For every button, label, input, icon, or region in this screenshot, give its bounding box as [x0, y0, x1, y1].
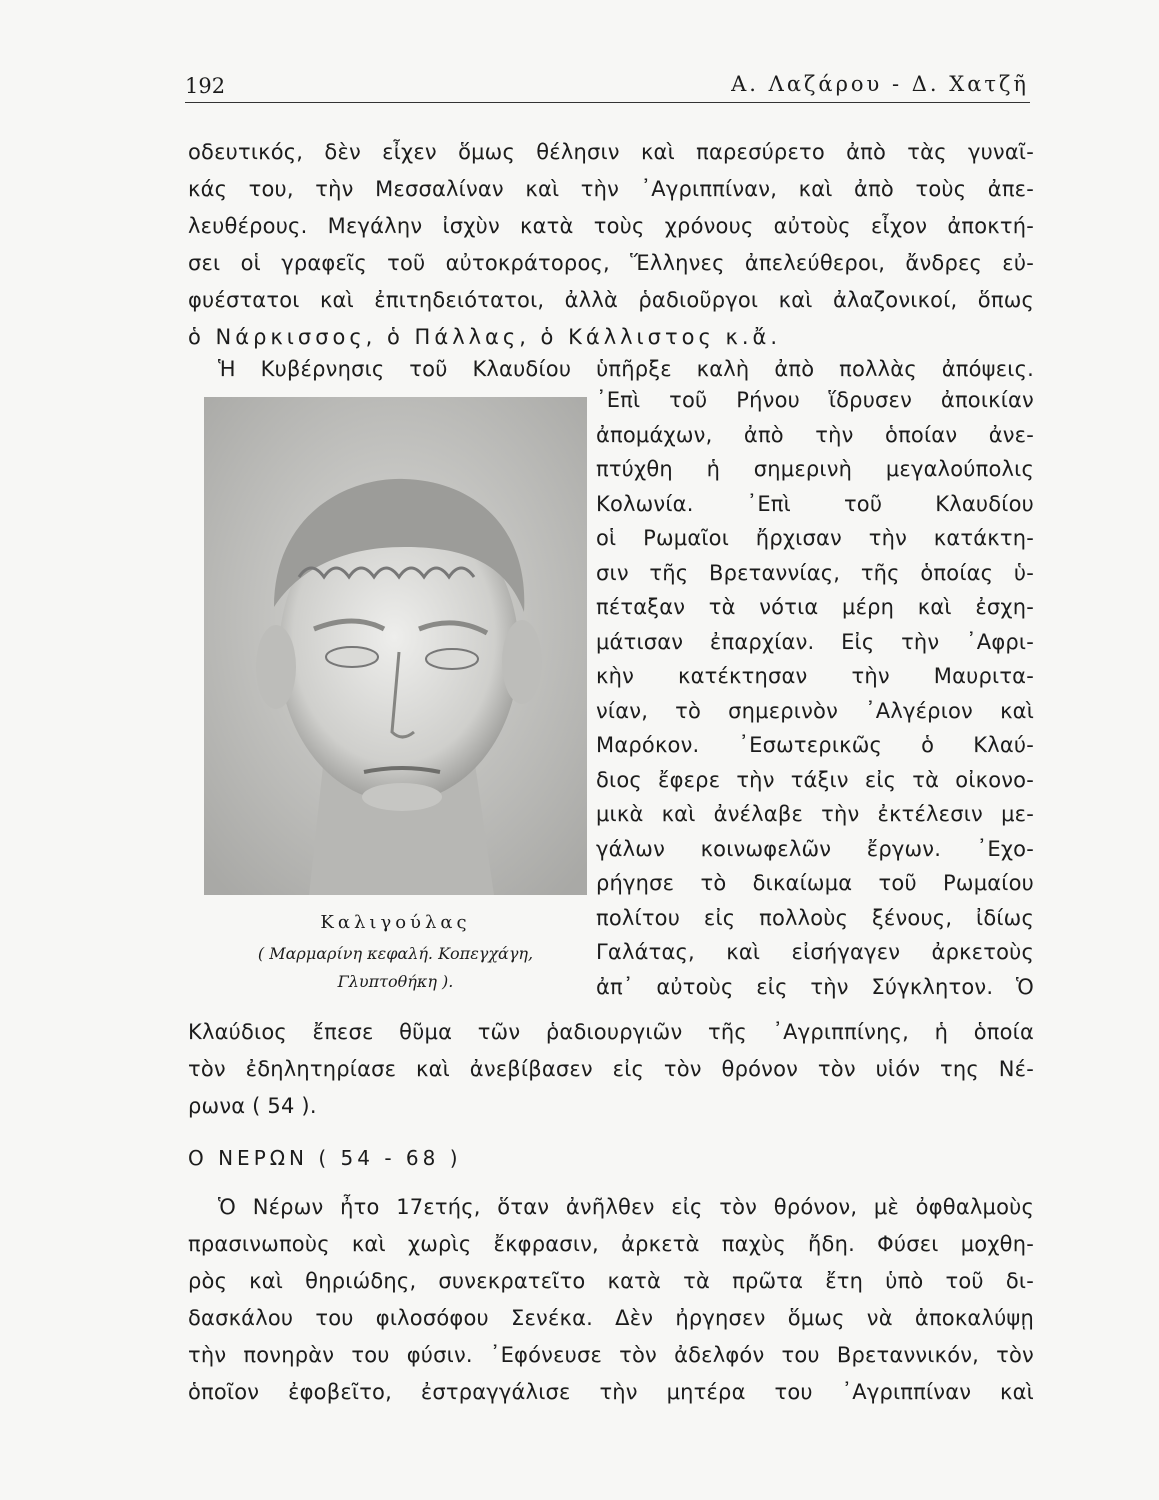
column-line: ᾿Επὶ τοῦ Ρήνου ἵδρυσεν ἀποικίαν [596, 388, 1034, 412]
column-line: πτύχθη ἡ σημερινὴ μεγαλούπολις [596, 457, 1034, 481]
column-line: μικὰ καὶ ἀνέλαβε τὴν ἐκτέλεσιν με- [596, 802, 1034, 826]
column-line: Μαρόκον. ᾿Εσωτερικῶς ὁ Κλαύ- [596, 733, 1034, 757]
header-rule [185, 102, 1030, 103]
column-line: οἱ Ρωμαῖοι ἤρχισαν τὴν κατάκτη- [596, 526, 1034, 550]
running-head: Α. Λαζάρου - Δ. Χατζῆ [731, 72, 1029, 96]
column-line: πέταξαν τὰ νότια μέρη καὶ ἐσχη- [596, 595, 1034, 619]
text-line: φυέστατοι καὶ ἐπιτηδειότατοι, ἀλλὰ ῥαδιοῦργοι καὶ ἀλαζονικοί, ὅπως [188, 288, 1034, 312]
column-line: πολίτου εἰς πολλοὺς ξένους, ἰδίως [596, 906, 1034, 930]
text-line: ρὸς καὶ θηριώδης, συνεκρατεῖτο κατὰ τὰ πρῶτα ἔτη ὑπὸ τοῦ δι- [188, 1269, 1034, 1293]
column-line: κὴν κατέκτησαν τὴν Μαυριτα- [596, 664, 1034, 688]
figure-caption-line: ( Μαρμαρίνη κεφαλή. Κοπεγχάγη, [257, 944, 534, 963]
text-line: ὁποῖον ἐφοβεῖτο, ἐστραγγάλισε τὴν μητέρα του ᾿Αγριππίναν καὶ [188, 1380, 1034, 1404]
text-line: οδευτικός, δὲν εἶχεν ὅμως θέλησιν καὶ παρεσύρετο ἀπὸ τὰς γυναῖ- [188, 140, 1034, 164]
text-line: λευθέρους. Μεγάλην ἰσχὺν κατὰ τοὺς χρόνους αὐτοὺς εἶχον ἀποκτή- [188, 214, 1034, 238]
text-line: πρασινωποὺς καὶ χωρὶς ἔκφρασιν, ἀρκετὰ παχὺς ἤδη. Φύσει μοχθη- [188, 1232, 1034, 1256]
text-line: Κλαύδιος ἔπεσε θῦμα τῶν ῥαδιουργιῶν τῆς ᾿Αγριππίνης, ἡ ὁποία [188, 1020, 1034, 1044]
column-line: Κολωνία. ᾿Επὶ τοῦ Κλαυδίου [596, 492, 1034, 516]
column-line: ἀπομάχων, ἀπὸ τὴν ὁποίαν ἀνε- [596, 423, 1034, 447]
text-line: δασκάλου του φιλοσόφου Σενέκα. Δὲν ἠργησεν ὅμως νὰ ἀποκαλύψῃ [188, 1306, 1034, 1330]
text-line: ὁ Νάρκισσος, ὁ Πάλλας, ὁ Κάλλιστος κ.ἄ. [188, 325, 782, 349]
text-line: ρωνα ( 54 ). [188, 1094, 317, 1118]
column-line: σιν τῆς Βρεταννίας, τῆς ὁποίας ὑ- [596, 561, 1034, 585]
column-line: γάλων κοινωφελῶν ἔργων. ᾿Εχο- [596, 837, 1034, 861]
text-line: σει οἱ γραφεῖς τοῦ αὐτοκράτορος, Ἕλληνες ἀπελεύθεροι, ἄνδρες εὐ- [188, 251, 1034, 275]
column-line: διος ἔφερε τὴν τάξιν εἰς τὰ οἰκονο- [596, 768, 1034, 792]
text-line: τὴν πονηρὰν του φύσιν. ᾿Εφόνευσε τὸν ἀδελφόν του Βρεταννικόν, τὸν [188, 1343, 1034, 1367]
text-line: Ὁ Νέρων ἦτο 17ετής, ὅταν ἀνῆλθεν εἰς τὸν θρόνον, μὲ ὀφθαλμοὺς [218, 1195, 1034, 1219]
text-line: τὸν ἐδηλητηρίασε καὶ ἀνεβίβασεν εἰς τὸν θρόνον τὸν υἱόν της Νέ- [188, 1057, 1034, 1081]
section-heading: Ο ΝΕΡΩΝ ( 54 - 68 ) [188, 1146, 462, 1170]
page-number: 192 [185, 74, 226, 98]
text-line: Ἡ Κυβέρνησις τοῦ Κλαυδίου ὑπῆρξε καλὴ ἀπὸ πολλὰς ἀπόψεις. [218, 357, 1034, 381]
text-line: κάς του, τὴν Μεσσαλίναν καὶ τὴν ᾿Αγριππίναν, καὶ ἀπὸ τοὺς ἀπε- [188, 177, 1034, 201]
column-line: ρήγησε τὸ δικαίωμα τοῦ Ρωμαίου [596, 871, 1034, 895]
column-line: ἀπ᾿ αὐτοὺς εἰς τὴν Σύγκλητον. Ὁ [596, 975, 1034, 999]
column-line: Γαλάτας, καὶ εἰσήγαγεν ἀρκετοὺς [596, 940, 1034, 964]
caligula-bust-photo [204, 397, 587, 895]
column-line: νίαν, τὸ σημερινὸν ᾿Αλγέριον καὶ [596, 699, 1034, 723]
figure-caption-name: Καλιγούλας [320, 912, 471, 933]
column-line: μάτισαν ἐπαρχίαν. Εἰς τὴν ᾿Αφρι- [596, 630, 1034, 654]
figure-caption-line: Γλυπτοθήκη ). [337, 972, 454, 991]
